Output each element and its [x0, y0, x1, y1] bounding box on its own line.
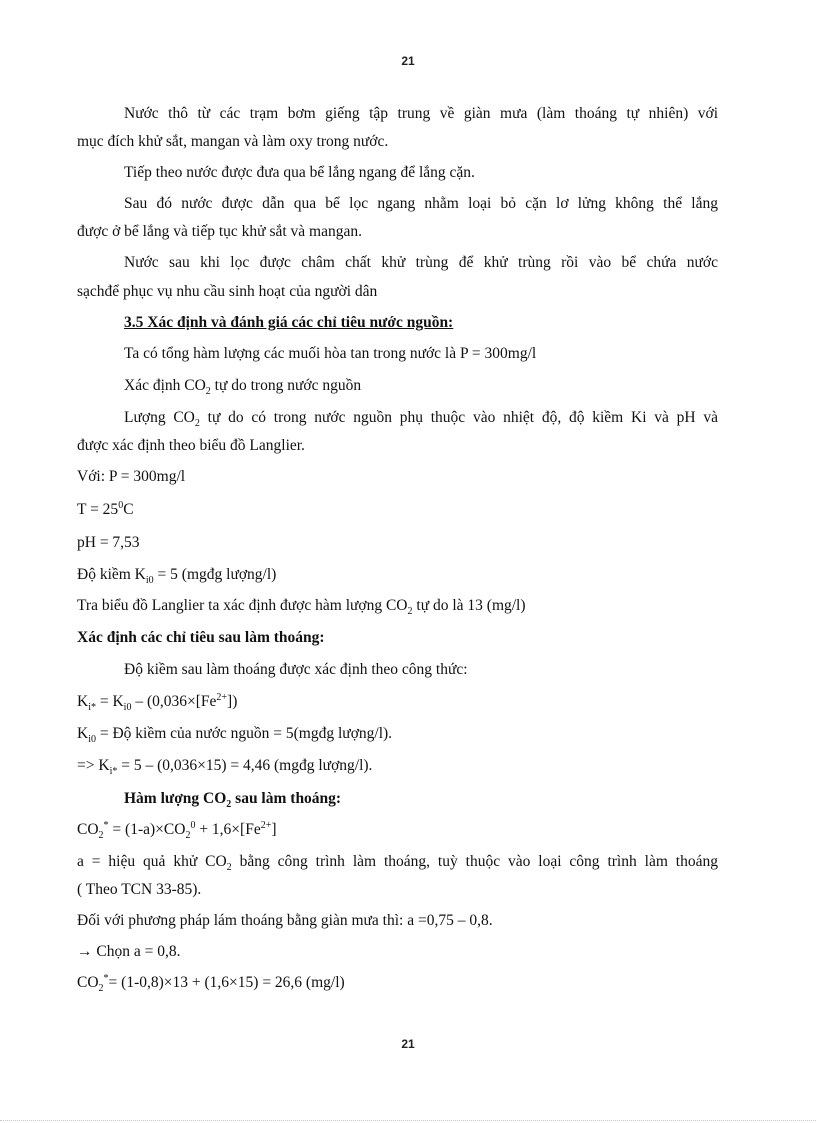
definition-a-line-2: ( Theo TCN 33-85). — [77, 881, 202, 898]
subheading-after-aeration: Xác định các chỉ tiêu sau làm thoáng: — [77, 629, 325, 646]
formula-intro: Độ kiềm sau làm thoáng được xác định theo công thức: — [124, 661, 468, 678]
section-heading: 3.5 Xác định và đánh giá các chỉ tiêu nước nguồn: — [124, 314, 454, 331]
formula-ki-result: => $K_{i*} = 5 - (0,036\times 15) = 4,46$ (mgđg lượng/l). — [77, 757, 373, 778]
paragraph-4-line-1: Nước sau khi lọc được châm chất khử trùng để khử trùng rồi vào bể chứa nước — [124, 254, 718, 271]
paragraph-3-line-2: được ở bể lắng và tiếp tục khử sắt và mangan. — [77, 223, 362, 240]
paragraph-2: Tiếp theo nước được đưa qua bể lắng ngang để lắng cặn. — [124, 164, 475, 181]
choice-a: → Chọn a = 0,8. — [77, 943, 181, 960]
paragraph-1-line-1: Nước thô từ các trạm bơm giếng tập trung về giàn mưa (làm thoáng tự nhiên) với — [124, 105, 718, 122]
paragraph-3-line-1: Sau đó nước được dẫn qua bể lọc ngang nhằm loại bỏ cặn lơ lửng không thể lắng — [124, 195, 718, 212]
page-edge-divider — [0, 1120, 816, 1121]
formula-co2: $CO_2^* = (1-a)\times CO_2^0 + 1,6\times[Fe^{2+}]$ — [77, 819, 277, 842]
value-p: Với: P = 300mg/l — [77, 468, 186, 485]
formula-alkalinity: $K_{i*} = K_{i0} - (0,036\times[Fe^{2+}])$ — [77, 691, 238, 714]
value-co2-free: Tra biểu đồ Langlier ta xác định được hàm lượng $CO_2$ tự do là 13 (mg/l) — [77, 597, 526, 618]
formula-co2-result: $CO_2^*= (1-0,8)\times 13 + (1,6\times 15) = 26,6$ (mg/l) — [77, 972, 345, 995]
method-range: Đối với phương pháp lám thoáng bằng giàn mưa thì: a =0,75 – 0,8. — [77, 912, 493, 929]
value-alkalinity: Độ kiềm $K_{i0} = 5$ (mgđg lượng/l) — [77, 566, 277, 587]
statement-co2-dependence-line-2: được xác định theo biểu đồ Langlier. — [77, 437, 305, 454]
statement-co2-dependence-line-1: Lượng $CO_2$ tự do có trong nước nguồn phụ thuộc vào nhiệt độ, độ kiềm Ki và pH và — [124, 409, 718, 430]
subheading-co2-after-aeration: Hàm lượng $CO_2$ sau làm thoáng: — [124, 790, 342, 811]
definition-a-line-1: a = hiệu quả khử $CO_2$ bằng công trình làm thoáng, tuỳ thuộc vào loại công trình làm thoáng — [77, 853, 718, 874]
statement-total-salts: Ta có tổng hàm lượng các muối hòa tan trong nước là P = 300mg/l — [124, 345, 537, 362]
paragraph-4-line-2: sạchđể phục vụ nhu cầu sinh hoạt của người dân — [77, 283, 378, 300]
value-temperature: $T = 25^0C$ — [77, 499, 134, 518]
paragraph-1-line-2: mục đích khử sắt, mangan và làm oxy trong nước. — [77, 133, 389, 150]
formula-ki0-definition: $K_{i0}$ = Độ kiềm của nước nguồn = 5(mgđg lượng/l). — [77, 725, 393, 746]
footer-page-number: 21 — [401, 1037, 415, 1051]
statement-co2-determination: Xác định $CO_2$ tự do trong nước nguồn — [124, 377, 362, 398]
value-ph: pH = 7,53 — [77, 534, 140, 551]
header-page-number: 21 — [401, 54, 415, 68]
